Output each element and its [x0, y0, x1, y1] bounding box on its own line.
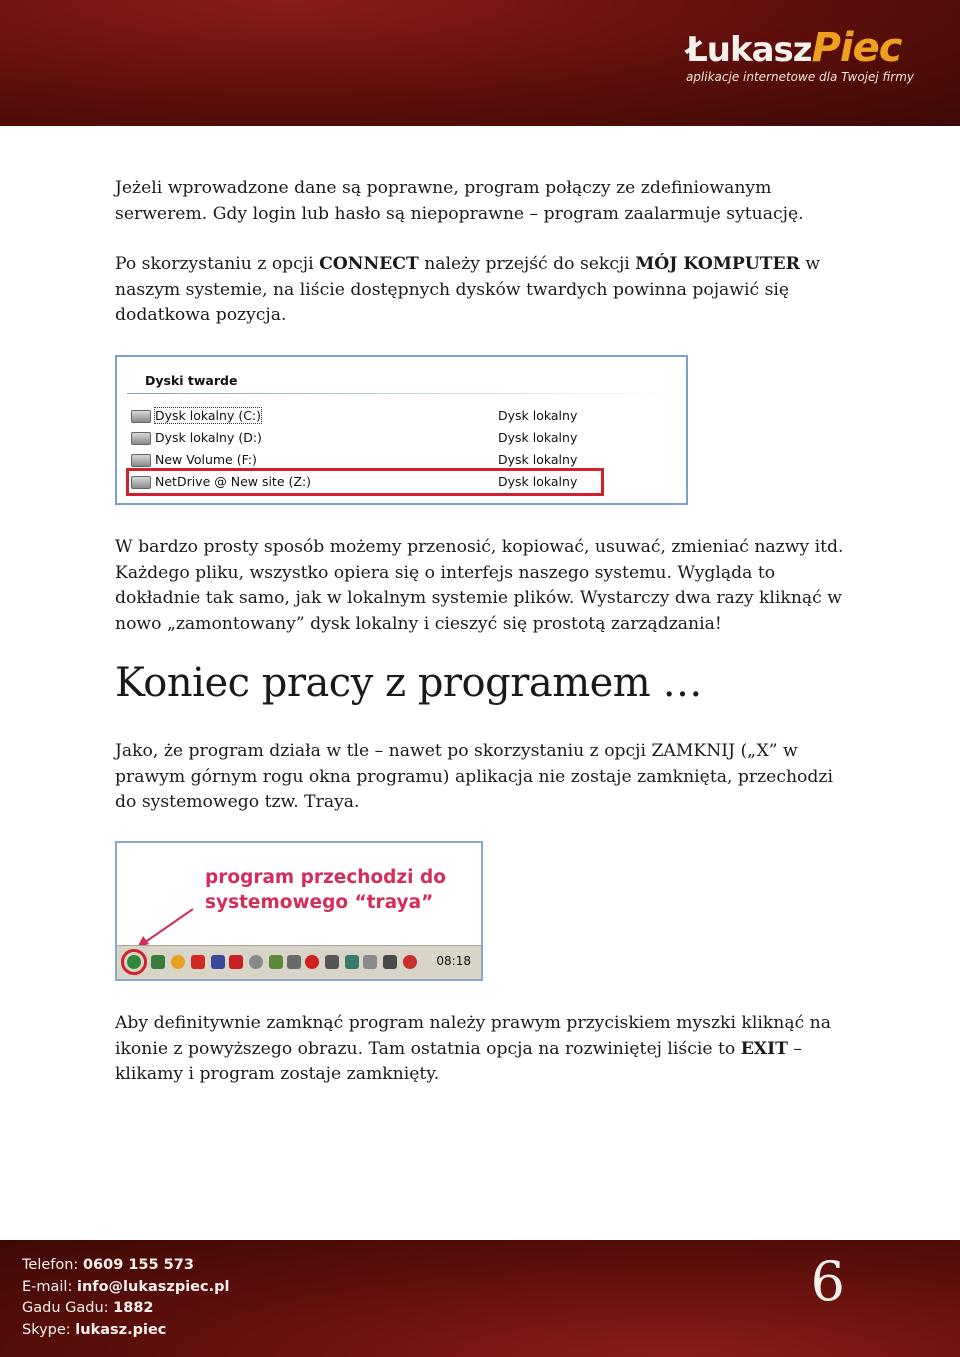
- phone-value: 0609 155 573: [82, 1257, 194, 1273]
- footer-phone: [22, 1257, 194, 1273]
- drive-type: Dysk lokalny: [498, 430, 578, 445]
- tray-icon[interactable]: [151, 955, 165, 969]
- section-divider: [127, 393, 676, 394]
- paragraph-file-operations: W bardzo prosty sposób możemy przenosić, kopiować, usuwać, zmieniać nazwy itd. Każdego pliku, wszystko opiera się o interfejs naszego systemu. Wygląda to dokładnie tak samo, jak w lokalnym systemie plików. Wystarczy dwa razy kliknąć w nowo „zamontowany” dysk lokalny i cieszyć się prostotą zarządzania!: [115, 537, 844, 634]
- tray-icon[interactable]: [325, 955, 339, 969]
- tray-icon[interactable]: [345, 955, 359, 969]
- tray-icon[interactable]: [287, 955, 301, 969]
- p5-text-c: – klikamy i program zostaje zamknięty.: [115, 1038, 803, 1084]
- paragraph-connection-result: Jeżeli wprowadzone dane są poprawne, program połączy ze zdefiniowanym serwerem. Gdy login lub hasło są niepoprawne – program zaalarmuje sytuację.: [115, 178, 804, 224]
- drive-name: Dysk lokalny (C:): [155, 408, 262, 423]
- callout-line-2: systemowego “traya”: [205, 892, 434, 913]
- highlight-circle: [121, 949, 147, 975]
- gg-value: 1882: [113, 1300, 154, 1316]
- drive-type: Dysk lokalny: [498, 452, 578, 467]
- p5-text-a: Aby definitywnie zamknąć program należy prawym przyciskiem myszki kliknąć na ikonie z powyższego obrazu. Tam ostatnia opcja na rozwiniętej liście to: [115, 1013, 831, 1059]
- printer-tray-icon[interactable]: [363, 955, 377, 969]
- tray-screenshot: [115, 841, 483, 981]
- paragraph-my-computer: [115, 252, 855, 329]
- wifi-tray-icon[interactable]: [403, 955, 417, 969]
- page-footer-banner: [0, 1240, 960, 1357]
- hard-drive-icon: [131, 454, 151, 467]
- ati-tray-icon[interactable]: [191, 955, 205, 969]
- page-number: 6: [810, 1250, 845, 1313]
- paragraph-exit: [115, 1011, 855, 1088]
- page-header-banner: [0, 0, 960, 126]
- company-logo: [685, 25, 914, 84]
- p5-exit-bold: EXIT: [740, 1038, 788, 1059]
- p2-text-c: należy przejść do sekcji: [418, 254, 636, 274]
- tray-clock: 08:18: [436, 954, 471, 968]
- p2-text-e: w naszym systemie, na liście dostępnych dysków twardych powinna pojawić się dodatkowa pozycja.: [115, 254, 821, 325]
- drive-type: Dysk lokalny: [498, 408, 578, 423]
- tray-callout: [205, 865, 446, 915]
- p2-connect-bold: CONNECT: [319, 254, 419, 274]
- hard-drive-icon: [131, 410, 151, 423]
- monitor-tray-icon[interactable]: [211, 955, 225, 969]
- paragraph-tray: Jako, że program działa w tle – nawet po skorzystaniu z opcji ZAMKNIJ („X” w prawym górnym rogu okna programu) aplikacja nie zostaje zamknięta, przechodzi do systemowego tzw. Traya.: [115, 741, 833, 812]
- k-tray-icon[interactable]: [229, 955, 243, 969]
- phone-label: Telefon:: [22, 1257, 79, 1273]
- drives-section-title: Dyski twarde: [145, 373, 238, 388]
- email-value: info@lukaszpiec.pl: [76, 1279, 230, 1295]
- drive-row[interactable]: [131, 406, 671, 426]
- drive-type: Dysk lokalny: [498, 474, 578, 489]
- tray-icon[interactable]: [305, 955, 319, 969]
- tray-icon[interactable]: [383, 955, 397, 969]
- logo-first-word: Łukasz: [685, 30, 812, 70]
- email-label: E-mail:: [22, 1279, 73, 1295]
- p2-my-computer-bold: MÓJ KOMPUTER: [635, 254, 800, 274]
- footer-skype: [22, 1322, 166, 1338]
- skype-label: Skype:: [22, 1322, 71, 1338]
- logo-second-word: Piec: [811, 25, 902, 71]
- highlight-box: [126, 468, 604, 496]
- gg-label: Gadu Gadu:: [22, 1300, 109, 1316]
- system-tray: [117, 945, 481, 979]
- speaker-tray-icon[interactable]: [249, 955, 263, 969]
- p2-text-a: Po skorzystaniu z opcji: [115, 254, 320, 274]
- section-heading: Koniec pracy z programem …: [115, 660, 702, 706]
- footer-email: [22, 1279, 229, 1295]
- tray-icon[interactable]: [269, 955, 283, 969]
- footer-gadu-gadu: [22, 1300, 154, 1316]
- drive-name: New Volume (F:): [155, 452, 257, 467]
- drive-name: Dysk lokalny (D:): [155, 430, 262, 445]
- logo-tagline: aplikacje internetowe dla Twojej firmy: [685, 70, 914, 84]
- drive-row[interactable]: [131, 428, 671, 448]
- skype-value: lukasz.piec: [75, 1322, 167, 1338]
- drives-screenshot: [115, 355, 688, 505]
- hard-drive-icon: [131, 432, 151, 445]
- callout-line-1: program przechodzi do: [205, 867, 446, 888]
- sun-tray-icon[interactable]: [171, 955, 185, 969]
- drive-name: NetDrive @ New site (Z:): [155, 474, 312, 489]
- drive-row[interactable]: [131, 450, 671, 470]
